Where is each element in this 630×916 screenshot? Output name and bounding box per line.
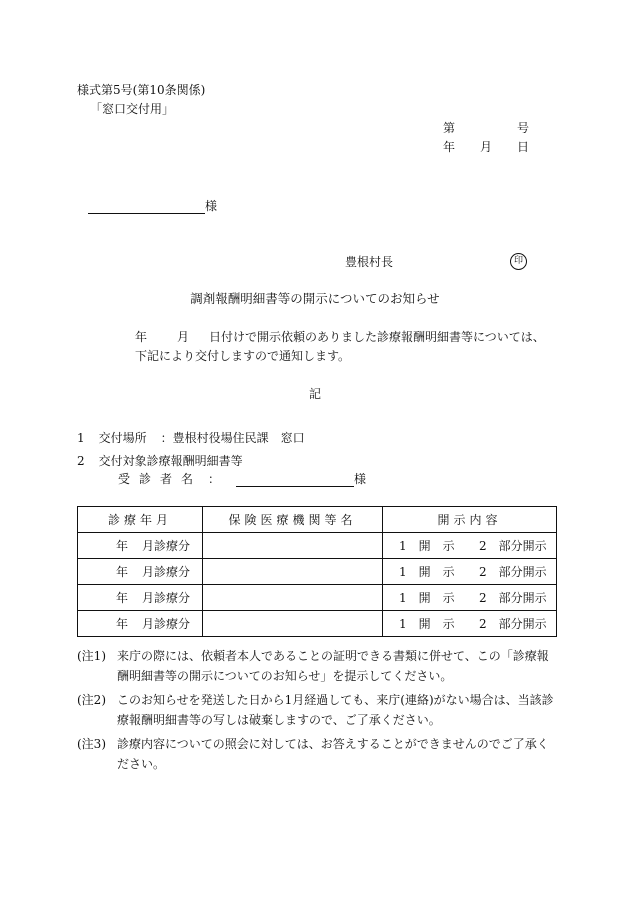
item1-label: 交付場所 bbox=[98, 431, 147, 445]
disclosure-cell: 1 開 示 2 部分開示 bbox=[383, 585, 557, 611]
date-month: 月 bbox=[480, 140, 493, 154]
addressee bbox=[88, 198, 217, 214]
disclosure-table bbox=[77, 506, 557, 637]
recipient-line bbox=[118, 471, 366, 487]
note-tag: (注1) bbox=[77, 649, 106, 663]
body-year: 年 bbox=[135, 330, 148, 344]
document-title: 調剤報酬明細書等の開示についてのお知らせ bbox=[190, 291, 440, 306]
date-year: 年 bbox=[443, 140, 456, 154]
table-row bbox=[78, 559, 557, 585]
item-delivery-place bbox=[77, 430, 305, 446]
number-prefix: 第 bbox=[443, 121, 456, 135]
treatment-month-cell: 年 月診療分 bbox=[78, 559, 203, 585]
item2-label: 交付対象診療報酬明細書等 bbox=[98, 454, 243, 468]
table-row bbox=[78, 585, 557, 611]
header-institution: 保険医療機関等名 bbox=[203, 507, 383, 533]
addressee-blank bbox=[88, 198, 205, 214]
notes-section bbox=[77, 646, 557, 778]
addressee-honorific: 様 bbox=[205, 199, 218, 213]
recipient-label: 受診者名 bbox=[118, 472, 203, 486]
item-target-documents bbox=[77, 453, 243, 469]
note-3 bbox=[77, 734, 557, 774]
note-text: このお知らせを発送した日から1月経過しても、来庁(連絡)がない場合は、当該診療報酬明細書等の写しは破棄しますので、ご了承ください。 bbox=[117, 693, 554, 727]
recipient-colon: ： bbox=[208, 472, 221, 486]
item1-value: ：豊根村役場住民課 窓口 bbox=[160, 431, 305, 445]
note-text: 診療内容についての照会に対しては、お答えすることができませんのでご了承ください。 bbox=[117, 737, 549, 771]
seal-icon: 印 bbox=[510, 253, 527, 270]
body-month: 月 bbox=[177, 330, 190, 344]
disclosure-cell: 1 開 示 2 部分開示 bbox=[383, 611, 557, 637]
institution-cell bbox=[203, 533, 383, 559]
header-disclosure: 開示内容 bbox=[383, 507, 557, 533]
treatment-month-cell: 年 月診療分 bbox=[78, 533, 203, 559]
recipient-blank bbox=[236, 471, 354, 487]
number-suffix: 号 bbox=[516, 121, 529, 135]
form-id: 様式第5号(第10条関係) bbox=[77, 83, 206, 97]
sender-title: 豊根村長 bbox=[345, 255, 394, 269]
recipient-honorific: 様 bbox=[354, 472, 367, 486]
body-text: 日付けで開示依頼のありました診療報酬明細書等については、下記により交付しますので通知します。 bbox=[135, 330, 545, 363]
table-row bbox=[78, 533, 557, 559]
note-text: 来庁の際には、依頼者本人であることの証明できる書類に併せて、この「診療報酬明細書等の開示についてのお知らせ」を提示してください。 bbox=[117, 649, 549, 683]
note-2 bbox=[77, 690, 557, 730]
note-tag: (注3) bbox=[77, 737, 106, 751]
table-row bbox=[78, 611, 557, 637]
date-day: 日 bbox=[516, 140, 529, 154]
note-1 bbox=[77, 646, 557, 686]
item1-number: 1 bbox=[77, 431, 85, 445]
table-header-row bbox=[78, 507, 557, 533]
institution-cell bbox=[203, 559, 383, 585]
window-use-label: 「窓口交付用」 bbox=[90, 102, 175, 116]
body-paragraph bbox=[77, 328, 552, 366]
treatment-month-cell: 年 月診療分 bbox=[78, 585, 203, 611]
institution-cell bbox=[203, 585, 383, 611]
disclosure-cell: 1 開 示 2 部分開示 bbox=[383, 559, 557, 585]
institution-cell bbox=[203, 611, 383, 637]
item2-number: 2 bbox=[77, 454, 85, 468]
treatment-month-cell: 年 月診療分 bbox=[78, 611, 203, 637]
ki-heading: 記 bbox=[308, 387, 321, 401]
header-treatment-month: 診療年月 bbox=[78, 507, 203, 533]
disclosure-cell: 1 開 示 2 部分開示 bbox=[383, 533, 557, 559]
note-tag: (注2) bbox=[77, 693, 106, 707]
